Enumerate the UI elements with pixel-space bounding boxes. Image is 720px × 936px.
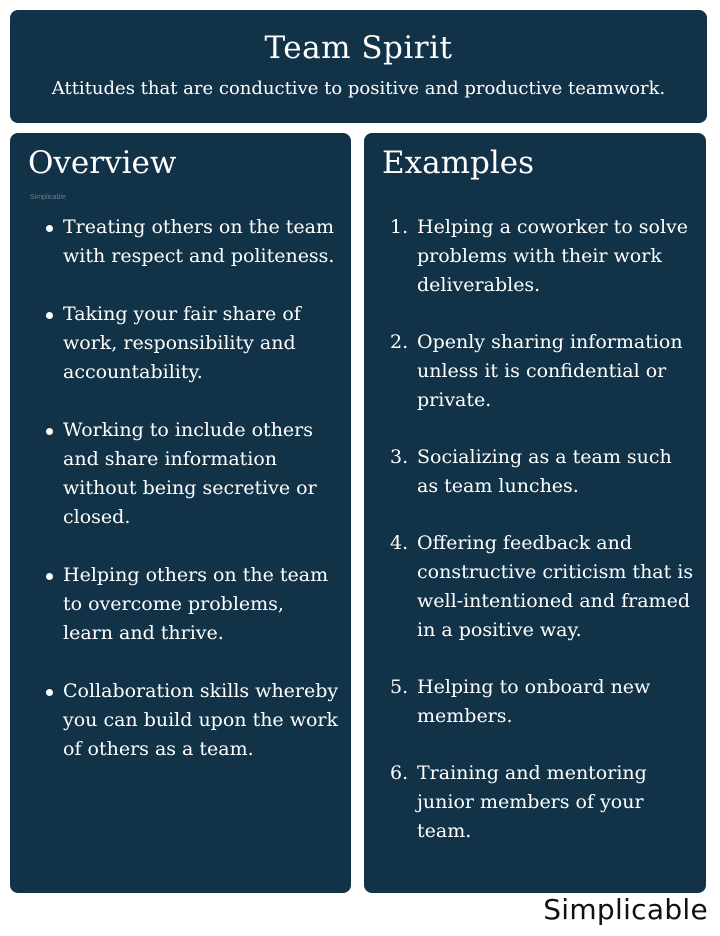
- list-number: 1.: [390, 216, 409, 238]
- watermark-text: Simplicable: [30, 194, 66, 201]
- list-item-text: Working to include others and share information without being secretive or closed.: [63, 419, 317, 528]
- list-item: [10, 213, 351, 271]
- list-item-text: Collaboration skills whereby you can build upon the work of others as a team.: [63, 680, 339, 760]
- bullet-icon: [46, 573, 53, 580]
- page-subtitle: Attitudes that are conductive to positive and productive teamwork.: [51, 78, 666, 99]
- brand-logo-text: Simplicable: [543, 893, 708, 926]
- list-item-text: Openly sharing information unless it is confidential or private.: [417, 331, 683, 411]
- overview-title: Overview: [28, 145, 177, 181]
- bullet-icon: [46, 312, 53, 319]
- list-number: 4.: [390, 532, 409, 554]
- list-number: 6.: [390, 762, 409, 784]
- list-item-text: Offering feedback and constructive criticism that is well-intentioned and framed in a positive way.: [417, 532, 694, 641]
- list-item: [364, 759, 706, 846]
- list-item-text: Helping to onboard new members.: [417, 676, 651, 727]
- overview-panel: [10, 133, 351, 893]
- list-item-text: Socializing as a team such as team lunches.: [417, 446, 672, 497]
- list-item: [364, 673, 706, 731]
- bullet-icon: [46, 428, 53, 435]
- list-item: [364, 443, 706, 501]
- list-item: [10, 561, 351, 648]
- list-number: 5.: [390, 676, 409, 698]
- header-panel: [10, 10, 707, 123]
- list-item-text: Helping others on the team to overcome problems, learn and thrive.: [63, 564, 329, 644]
- bullet-icon: [46, 225, 53, 232]
- examples-panel: [364, 133, 706, 893]
- list-item-text: Helping a coworker to solve problems with their work deliverables.: [417, 216, 689, 296]
- examples-title: Examples: [382, 145, 535, 181]
- page-title: Team Spirit: [264, 30, 453, 66]
- list-item: [364, 213, 706, 300]
- list-item: [364, 529, 706, 645]
- list-item-text: Treating others on the team with respect and politeness.: [63, 216, 335, 267]
- list-item-text: Taking your fair share of work, responsibility and accountability.: [63, 303, 301, 383]
- examples-list: [364, 213, 706, 874]
- overview-list: [10, 213, 351, 793]
- list-item: [364, 328, 706, 415]
- list-item-text: Training and mentoring junior members of your team.: [417, 762, 647, 842]
- list-number: 2.: [390, 331, 409, 353]
- list-item: [10, 416, 351, 532]
- list-item: [10, 677, 351, 764]
- bullet-icon: [46, 689, 53, 696]
- list-number: 3.: [390, 446, 409, 468]
- list-item: [10, 300, 351, 387]
